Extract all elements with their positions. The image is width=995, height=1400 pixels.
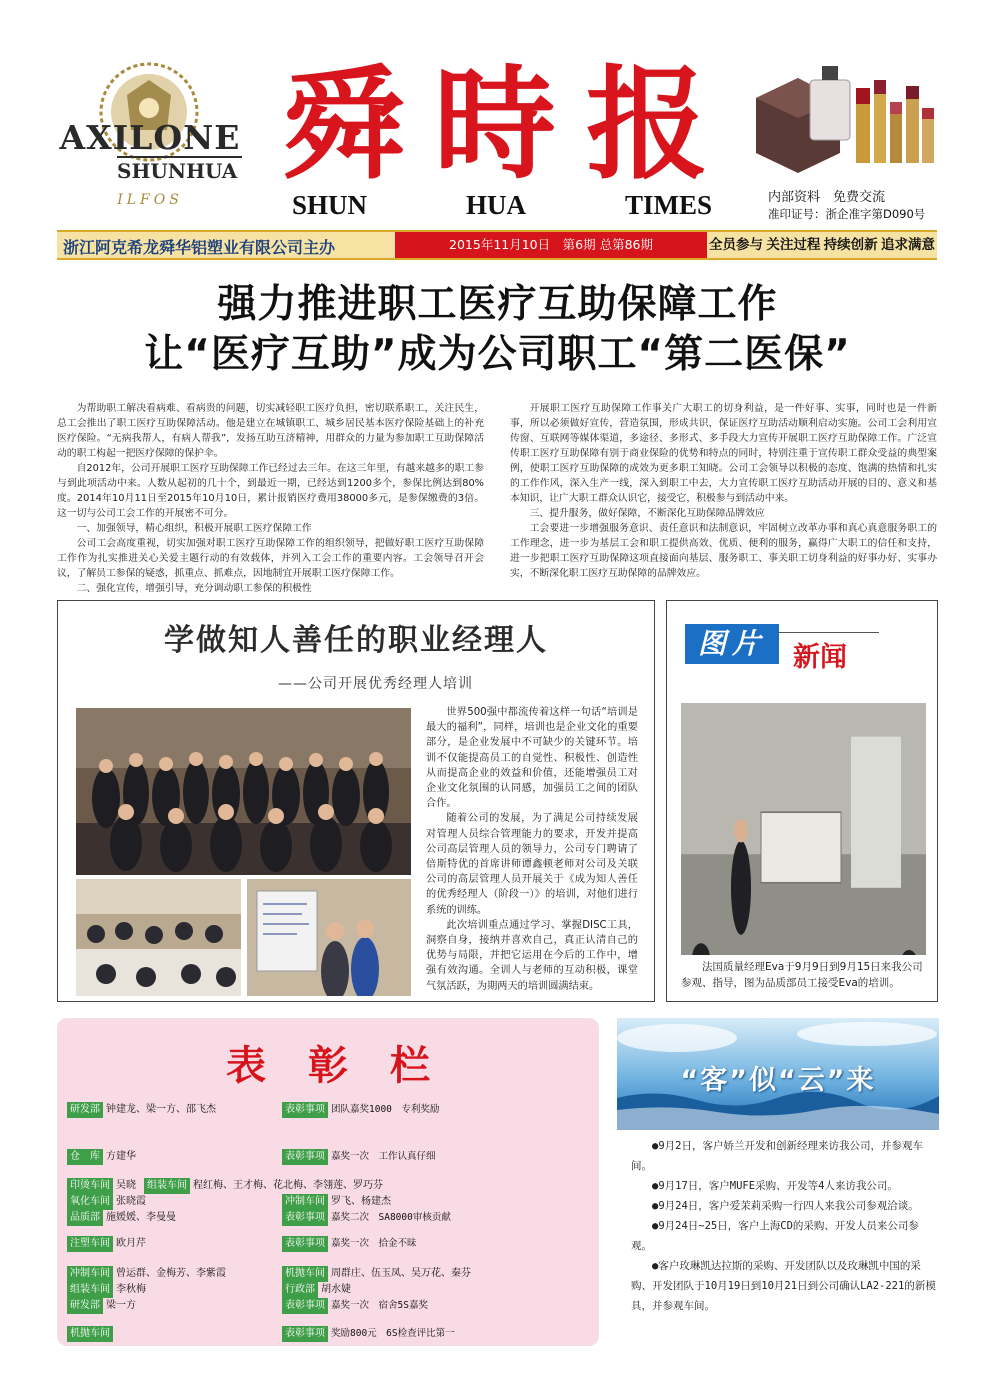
commendation-row xyxy=(67,1149,592,1165)
commendation-row xyxy=(67,1326,592,1342)
divider xyxy=(779,632,879,633)
note-line: 内部资料 免费交流 xyxy=(768,190,886,205)
honor-value: 嘉奖一次 宿舍5S嘉奖 xyxy=(331,1300,428,1311)
honor-entry xyxy=(282,1282,359,1298)
honor-value: 胡水婕 xyxy=(321,1284,351,1295)
training-article xyxy=(57,600,655,1002)
honor-value: 嘉奖二次 SA8000审核贡献 xyxy=(331,1212,451,1223)
subtitle-word: TIMES xyxy=(624,190,712,220)
paragraph: 为帮助职工解决看病难、看病贵的问题，切实减轻职工医疗负担，密切联系职工，关注民生，总工会推出了职工医疗互助保障活动。他是建立在城镇职工、城乡居民基本医疗保险基础上的补充医疗保险。“无病我帮人，有病人帮我”，发扬互助互济精神，用群众的力量为参加职工互助保障活动的职工构起一把医疗保障的保护伞。 xyxy=(57,403,484,459)
slogan: 追求满意 xyxy=(880,237,935,253)
honor-entry xyxy=(282,1298,436,1314)
honor-value: 嘉奖一次 工作认真仔细 xyxy=(331,1151,436,1162)
list-item: ●9月24日，客户爱茉莉采购一行四人来我公司参观洽谈。 xyxy=(652,1200,919,1212)
honor-label: 冲制车间 xyxy=(282,1194,328,1210)
training-title: 学做知人善任的职业经理人 xyxy=(164,623,548,658)
group-photo xyxy=(76,708,411,875)
department-label: 印烫车间 xyxy=(67,1178,113,1194)
photo-caption: 法国质量经理Eva于9月9日到9月15日来我公司参观、指导，图为品质部员工接受Eva的培训。 xyxy=(681,961,923,989)
recipient-names: 李秋梅 xyxy=(116,1284,146,1295)
department-label: 机抛车间 xyxy=(67,1326,113,1342)
commendation-row xyxy=(67,1210,592,1226)
recipient-names: 曾运群、金梅芳、李紫霞 xyxy=(116,1268,226,1279)
honor-entry xyxy=(282,1326,463,1342)
paragraph: 一、加强领导，精心组织，积极开展职工医疗保障工作 xyxy=(76,523,312,534)
department-label: 注塑车间 xyxy=(67,1236,113,1252)
honor-label: 表彰事项 xyxy=(282,1298,328,1314)
paragraph: 开展职工医疗互助保障工作事关广大职工的切身利益，是一件好事、实事，同时也是一件新事，所以必须做好宣传，营造氛围，形成共识，保证医疗互助活动顺利启动实施。公司工会利用宣传窗、互联网等媒体渠道，多途径、多形式、多手段大力宣传开展职工医疗互助保障工作。广泛宣传职工医疗互助保障有别于商业保险的优势和特点的同时，特别注重于宣传职工群众受益的典型案例，使职工医疗互助保障的成效为更多职工知晓。公司工会领导以积极的态度、饱满的热情和扎实的工作作风，深入生产一线，深入到职工中去，大力宣传职工医疗互助活动开展的目的、意义和基本知识，让广大职工群众认识它，接受它，积极参与到活动中来。 xyxy=(510,403,937,504)
slogan: 全员参与 xyxy=(709,237,763,253)
commendation-row xyxy=(67,1178,592,1194)
publisher: 浙江阿克希龙舜华铝塑业有限公司主办 xyxy=(63,238,336,257)
lead-article xyxy=(57,401,937,594)
presentation-photo xyxy=(247,879,411,996)
masthead xyxy=(0,0,995,230)
paragraph: 公司工会高度重视，切实加强对职工医疗互助保障工作的组织领导，把做好职工医疗互助保障工作作为扎实推进关心关爱主题行动的有效载体，并列入工会工作的重要内容。工会领导召开会议，了解员工参保的疑惑，抓重点、抓难点，因地制宜开展职工医疗保障工作。 xyxy=(57,538,484,579)
recipient-names: 方建华 xyxy=(106,1151,136,1162)
department-label: 研发部 xyxy=(67,1298,103,1314)
recipient-names: 吴晓 xyxy=(116,1180,136,1191)
cosmetics-product-image xyxy=(748,58,940,183)
training-subtitle: ——公司开展优秀经理人培训 xyxy=(278,676,473,692)
meeting-photo xyxy=(681,703,926,955)
company-logo xyxy=(55,60,245,225)
logo-sub: SHUNHUA xyxy=(117,156,242,183)
recipient-names: 梁一方 xyxy=(106,1300,136,1311)
paragraph: 自2012年，公司开展职工医疗互助保障工作已经过去三年。在这三年里，有越来越多的职工参与到此项活动中来。人数从起初的几十个，到最近一期，已经达到1200多个，参保比例达到80%度。2014年10月11日至2015年10月10日，累计报销医疗费用38000多元，是参保缴费的3倍。这一切与公司工会工作的开展密不可分。 xyxy=(57,463,484,519)
commendation-row xyxy=(67,1102,592,1118)
recipient-names: 钟建龙、梁一方、邵飞杰 xyxy=(106,1104,216,1115)
guest-visits-list xyxy=(631,1136,939,1316)
classroom-photo xyxy=(76,879,241,996)
honor-value: 罗飞、杨建杰 xyxy=(331,1196,391,1207)
honor-label: 表彰事项 xyxy=(282,1102,328,1118)
commendation-row xyxy=(67,1282,592,1298)
honor-entry xyxy=(282,1194,399,1210)
department-label: 氧化车间 xyxy=(67,1194,113,1210)
headline-line: 强力推进职工医疗互助保障工作 xyxy=(217,282,778,327)
paragraph: 三、提升服务，做好保障，不断深化互助保障品牌效应 xyxy=(529,508,765,519)
honor-value: 嘉奖一次 拾金不昧 xyxy=(331,1238,417,1249)
department-label: 仓 库 xyxy=(67,1149,103,1165)
slogan: 关注过程 xyxy=(766,237,821,253)
commendation-row xyxy=(67,1236,592,1252)
recipient-names: 张晓霞 xyxy=(116,1196,146,1207)
commendation-panel xyxy=(57,1018,599,1346)
honor-label: 机抛车间 xyxy=(282,1266,328,1282)
note-line: 准印证号：浙企准字第D090号 xyxy=(768,207,926,221)
training-body xyxy=(426,705,638,994)
honor-entry xyxy=(282,1210,459,1226)
slogan: 持续创新 xyxy=(823,237,878,253)
paragraph: 随着公司的发展，为了满足公司持续发展对管理人员综合管理能力的要求，开发并提高公司高层管理人员的领导力，公司专门聘请了倍斯特优的首席讲师谭鑫顿老师对公司及关联公司的高层管理人员开展关于《成为知人善任的优秀经理人（阶段一）》的培训，对他们进行系统的训练。 xyxy=(426,813,638,916)
honor-label: 表彰事项 xyxy=(282,1236,328,1252)
article-column xyxy=(57,401,484,594)
subtitle-word: HUA xyxy=(465,190,526,220)
department-label: 组装车间 xyxy=(67,1282,113,1298)
newspaper-subtitle xyxy=(292,190,712,221)
article-column xyxy=(510,401,937,581)
newspaper-title: 舜時报 xyxy=(282,52,738,196)
list-item: ●9月2日，客户娇兰开发和创新经理来访我公司，并参观车间。 xyxy=(631,1140,923,1172)
issue-date: 2015年11月10日 第6期 总第86期 xyxy=(395,232,707,258)
honor-entry xyxy=(282,1149,444,1165)
paragraph: 二、强化宣传，增强引导，充分调动职工参保的积极性 xyxy=(76,583,312,594)
department-label: 品质部 xyxy=(67,1210,103,1226)
recipient-names: 施媛媛、李曼曼 xyxy=(106,1212,176,1223)
honor-entry xyxy=(282,1266,479,1282)
list-item: ●9月17日，客户MUFE采购、开发等4人来访我公司。 xyxy=(652,1180,898,1192)
paragraph: 工会要进一步增强服务意识、责任意识和法制意识，牢固树立改革办事和真心真意服务职工的工作理念，进一步为基层工会和职工提供高效、优质、便利的服务，赢得广大职工的信任和支持，进一步把职工医疗互助保障这项直接面向基层、服务职工、事关职工切身利益的好事办好、实事办实，不断深化职工医疗互助保障的品牌效应。 xyxy=(510,523,937,579)
recipient-names: 欧月芹 xyxy=(116,1238,146,1249)
commendation-row xyxy=(67,1194,592,1210)
photo-news-label: 图片 xyxy=(685,624,779,664)
department-label: 冲制车间 xyxy=(67,1266,113,1282)
honor-label: 表彰事项 xyxy=(282,1326,328,1342)
main-headline xyxy=(0,280,995,380)
info-bar xyxy=(57,230,937,260)
photo-news-label: 新闻 xyxy=(793,642,847,673)
paragraph: 世界500强中都流传着这样一句话“培训是最大的福利”，同样，培训也是企业文化的重要部分，是企业发展中不可缺少的关键环节。培训不仅能提高员工的自觉性、积极性、创造性从而提高企业的效益和价值，还能增强员工对企业文化氛围的认同感，加强员工之间的团队合作。 xyxy=(426,707,638,810)
list-item: ●客户玫琳凯达拉斯的采购、开发团队以及玫琳凯中国的采购、开发团队于10月19日到10月21日到公司确认LA2-221的新模具，并参观车间。 xyxy=(631,1260,936,1312)
commendation-row xyxy=(67,1266,592,1282)
guest-visits-panel xyxy=(617,1018,939,1348)
honor-entry xyxy=(282,1236,425,1252)
headline-line: 让“医疗互助”成为公司职工“第二医保” xyxy=(144,332,851,377)
paragraph: 此次培训重点通过学习、掌握DISC工具，洞察自身，接纳并喜欢自己，真正认清自己的优势与局限，并把它运用在今后的工作中，增强有效沟通。全训人与老师的互动积极，课堂气氛活跃，为期两天的培训圆满结束。 xyxy=(426,919,638,992)
internal-note xyxy=(768,189,925,223)
commendation-row xyxy=(67,1298,592,1314)
honor-value: 奖励800元 6S检查评比第一 xyxy=(331,1328,455,1339)
commendation-title: 表彰栏 xyxy=(226,1043,472,1089)
list-item: ●9月24日~25日，客户上海CD的采购、开发人员来公司参观。 xyxy=(631,1220,919,1252)
subtitle-word: SHUN xyxy=(292,190,368,220)
recipient-names: 程红梅、王才梅、花北梅、李翎莲、罗巧芬 xyxy=(193,1180,383,1191)
guest-visits-title: “客”似“云”来 xyxy=(680,1065,876,1096)
photo-news xyxy=(666,600,938,1002)
honor-entry xyxy=(282,1102,447,1118)
honor-label: 表彰事项 xyxy=(282,1210,328,1226)
logo-name: AXILONE xyxy=(59,118,241,157)
honor-label: 表彰事项 xyxy=(282,1149,328,1165)
honor-value: 团队嘉奖1000 专利奖励 xyxy=(331,1104,440,1115)
logo-tagline: ILFOS xyxy=(117,192,183,208)
slogans xyxy=(709,232,935,258)
department-label: 研发部 xyxy=(67,1102,103,1118)
department-label: 组装车间 xyxy=(144,1178,190,1194)
honor-value: 周群庄、伍玉凤、吴万花、秦芬 xyxy=(331,1268,471,1279)
honor-label: 行政部 xyxy=(282,1282,318,1298)
